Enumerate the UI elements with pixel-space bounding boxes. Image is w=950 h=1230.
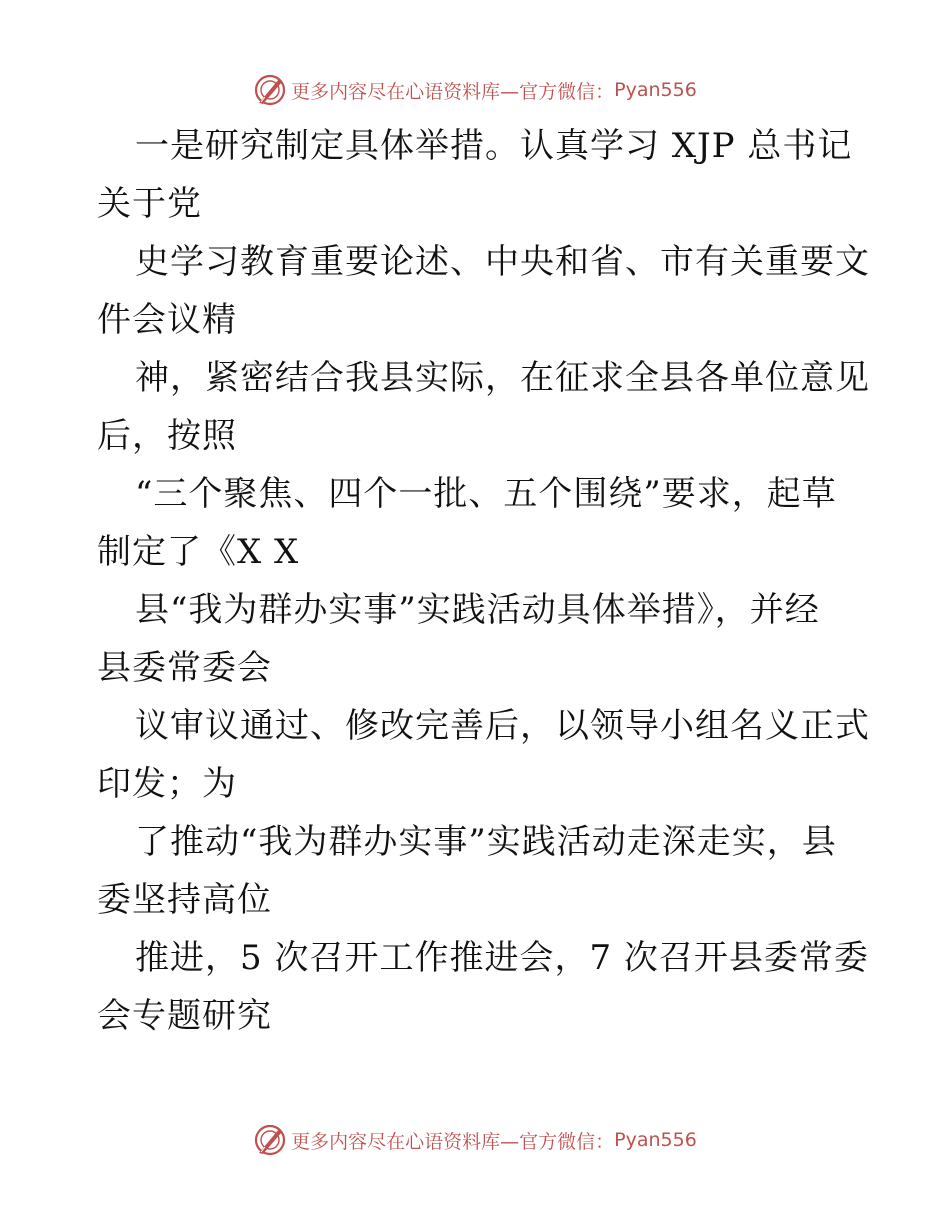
text-line: 议审议通过、修改完善后，以领导小组名义正式 <box>135 706 870 746</box>
watermark-text: 更多内容尽在心语资料库—官方微信： <box>291 1130 615 1153</box>
footer-watermark <box>0 1120 950 1160</box>
text-line: 后，按照 <box>97 416 237 456</box>
text-line: “三个聚焦、四个一批、五个围绕”要求，起草 <box>135 474 837 514</box>
watermark-text: 更多内容尽在心语资料库—官方微信： <box>291 80 615 103</box>
document-body <box>97 117 870 1045</box>
text-line: 件会议精 <box>97 300 237 340</box>
text-line: 县“我为群办实事”实践活动具体举措》，并经 <box>135 590 820 630</box>
text-line: 推进，5 次召开工作推进会，7 次召开县委常委 <box>135 938 869 978</box>
text-line: 会专题研究 <box>97 996 272 1036</box>
header-watermark <box>0 70 950 110</box>
text-line: 史学习教育重要论述、中央和省、市有关重要文 <box>135 242 870 282</box>
text-line: 了推动“我为群办实事”实践活动走深走实，县 <box>135 822 837 862</box>
text-line: 委坚持高位 <box>97 880 272 920</box>
text-line: 印发；为 <box>97 764 237 804</box>
watermark-wechat-id: Pyan556 <box>614 1129 697 1151</box>
quill-logo-icon <box>253 73 287 107</box>
text-line: 神，紧密结合我县实际，在征求全县各单位意见 <box>135 358 870 398</box>
quill-logo-icon <box>253 1123 287 1157</box>
text-line: 制定了《X X <box>97 532 300 572</box>
text-line: 县委常委会 <box>97 648 272 688</box>
text-line: 关于党 <box>97 184 202 224</box>
watermark-wechat-id: Pyan556 <box>614 79 697 101</box>
text-line: 一是研究制定具体举措。认真学习 XJP 总书记 <box>135 126 853 166</box>
